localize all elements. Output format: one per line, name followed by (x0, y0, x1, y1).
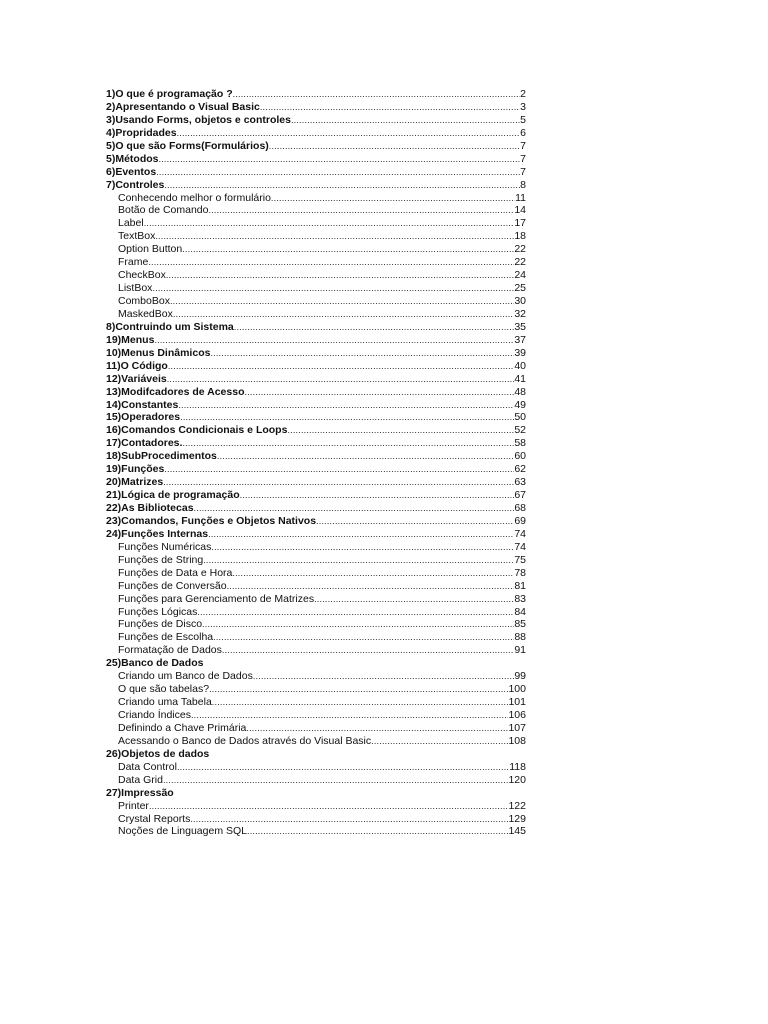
toc-dot-leader (177, 761, 509, 774)
toc-dot-leader (190, 813, 508, 826)
toc-entry-page-number: 24 (514, 269, 526, 282)
toc-entry-title: 16)Comandos Condicionais e Loops (106, 424, 288, 437)
toc-entry-title: Crystal Reports (118, 812, 191, 825)
toc-entry-page-number: 68 (514, 502, 526, 514)
toc-dot-leader (260, 101, 520, 114)
toc-entry-page-number: 69 (514, 514, 526, 527)
toc-entry-page-number: 22 (514, 256, 526, 269)
toc-entry-page-number: 100 (508, 683, 526, 696)
toc-entry-title: Funções de Data e Hora (118, 566, 233, 579)
toc-section-entry (106, 243, 526, 256)
toc-entry-page-number: 101 (508, 696, 526, 709)
toc-section-entry (106, 282, 526, 295)
toc-section-entry (106, 722, 526, 735)
toc-dot-leader (170, 295, 514, 308)
toc-entry-page-number: 63 (514, 476, 526, 489)
toc-entry-page-number: 6 (520, 126, 526, 139)
toc-dot-leader (232, 567, 514, 580)
toc-chapter-entry (106, 334, 526, 347)
toc-chapter-entry (106, 489, 526, 502)
toc-dot-leader (168, 360, 514, 373)
toc-entry-page-number: 7 (520, 165, 526, 178)
toc-entry-page-number: 7 (520, 152, 526, 165)
toc-chapter-entry (106, 437, 526, 450)
toc-chapter-entry (106, 179, 526, 192)
toc-dot-leader (182, 437, 514, 450)
toc-entry-page-number: 83 (514, 592, 526, 605)
toc-section-entry (106, 761, 526, 774)
toc-chapter-entry (106, 153, 526, 166)
toc-dot-leader (159, 153, 521, 166)
toc-chapter-entry (106, 450, 526, 463)
toc-entry-page-number: 145 (508, 825, 526, 838)
toc-entry-page-number: 17 (514, 217, 526, 230)
toc-dot-leader (287, 424, 514, 437)
table-of-contents (106, 88, 526, 838)
toc-chapter-entry (106, 347, 526, 360)
toc-entry-title: TextBox (118, 230, 156, 243)
toc-entry-title: 22)As Bibliotecas (106, 502, 194, 514)
toc-chapter-entry (106, 748, 526, 761)
toc-entry-title: 24)Funções Internas (106, 527, 209, 540)
toc-entry-page-number: 81 (514, 579, 526, 592)
toc-entry-title: Funções Numéricas (118, 540, 212, 553)
toc-dot-leader (180, 411, 514, 424)
toc-entry-title: Frame (118, 256, 149, 269)
toc-dot-leader (371, 735, 508, 748)
toc-chapter-entry (106, 411, 526, 424)
toc-dot-leader (154, 334, 514, 347)
toc-entry-page-number: 50 (514, 411, 526, 424)
toc-section-entry (106, 192, 526, 205)
toc-dot-leader (191, 709, 509, 722)
toc-dot-leader (152, 282, 514, 295)
toc-section-entry (106, 230, 526, 243)
toc-entry-title: Data Control (118, 760, 177, 773)
toc-section-entry (106, 606, 526, 619)
toc-entry-title: Funções para Gerenciamento de Matrizes (118, 592, 315, 605)
toc-entry-title: Data Grid (118, 773, 163, 786)
toc-section-entry (106, 541, 526, 554)
toc-entry-title: Option Button (118, 243, 183, 256)
toc-section-entry (106, 709, 526, 722)
toc-entry-title: ComboBox (118, 295, 170, 307)
toc-entry-title: ListBox (118, 282, 153, 295)
toc-section-entry (106, 800, 526, 813)
toc-entry-title: Funções de Conversão (118, 579, 227, 592)
toc-chapter-entry (106, 127, 526, 140)
toc-entry-page-number: 5 (520, 113, 526, 126)
toc-entry-page-number: 75 (514, 553, 526, 566)
toc-entry-page-number: 84 (514, 605, 526, 618)
toc-entry-page-number: 8 (520, 178, 526, 191)
toc-chapter-entry (106, 476, 526, 489)
toc-chapter-entry (106, 88, 526, 101)
toc-entry-title: 23)Comandos, Funções e Objetos Nativos (106, 514, 317, 527)
toc-section-entry (106, 580, 526, 593)
toc-dot-leader (291, 114, 520, 127)
toc-dot-leader (222, 644, 514, 657)
toc-entry-page-number: 74 (514, 540, 526, 553)
toc-entry-title: 17)Contadores. (106, 437, 183, 450)
toc-dot-leader (148, 256, 514, 269)
toc-entry-title: 5)Métodos (106, 152, 159, 165)
toc-section-entry (106, 644, 526, 657)
toc-entry-title: 3)Usando Forms, objetos e controles (106, 113, 291, 126)
toc-dot-leader (203, 554, 514, 567)
toc-section-entry (106, 308, 526, 321)
toc-section-entry (106, 735, 526, 748)
toc-dot-leader (247, 825, 508, 838)
toc-entry-page-number: 11 (515, 191, 526, 204)
toc-entry-page-number: 99 (514, 670, 526, 683)
toc-dot-leader (234, 321, 515, 334)
toc-section-entry (106, 670, 526, 683)
toc-entry-title: 12)Variáveis (106, 372, 167, 385)
toc-chapter-entry (106, 424, 526, 437)
toc-entry-title: MaskedBox (118, 307, 173, 320)
toc-section-entry (106, 825, 526, 838)
toc-entry-title: 1)O que é programação ? (106, 88, 233, 100)
toc-chapter-entry (106, 399, 526, 412)
toc-dot-leader (316, 515, 514, 528)
toc-entry-title: 20)Matrizes (106, 476, 164, 489)
toc-entry-title: 6)Eventos (106, 165, 157, 178)
toc-dot-leader (271, 192, 515, 205)
toc-dot-leader (246, 722, 508, 735)
toc-entry-title: Printer (118, 799, 149, 812)
toc-dot-leader (173, 308, 514, 321)
toc-entry-page-number: 2 (520, 88, 526, 100)
toc-dot-leader (212, 696, 509, 709)
toc-section-entry (106, 631, 526, 644)
toc-section-entry (106, 774, 526, 787)
toc-entry-page-number: 39 (514, 346, 526, 359)
toc-dot-leader (164, 463, 514, 476)
toc-entry-title: 8)Contruindo um Sistema (106, 320, 234, 333)
toc-entry-title: Funções de Escolha (118, 631, 214, 644)
toc-entry-page-number: 49 (514, 398, 526, 411)
toc-chapter-entry (106, 787, 526, 800)
toc-section-entry (106, 554, 526, 567)
toc-dot-leader (177, 127, 521, 140)
toc-entry-title: 2)Apresentando o Visual Basic (106, 100, 260, 113)
toc-chapter-entry (106, 360, 526, 373)
toc-entry-page-number: 88 (514, 631, 526, 644)
toc-section-entry (106, 567, 526, 580)
toc-entry-page-number: 60 (514, 450, 526, 463)
toc-entry-title: 19)Menus (106, 333, 155, 346)
toc-entry-title: 4)Propridades (106, 126, 177, 139)
toc-entry-title: 21)Lógica de programação (106, 489, 240, 502)
toc-dot-leader (211, 541, 514, 554)
toc-entry-title: Funções de Disco (118, 618, 203, 631)
toc-section-entry (106, 217, 526, 230)
toc-entry-title: 25)Banco de Dados (106, 657, 204, 670)
toc-section-entry (106, 256, 526, 269)
toc-dot-leader (202, 618, 514, 631)
toc-entry-title: Botão de Comando (118, 204, 209, 217)
toc-entry-page-number: 85 (514, 618, 526, 631)
toc-chapter-entry (106, 463, 526, 476)
toc-chapter-entry (106, 502, 526, 515)
toc-dot-leader (163, 774, 509, 787)
toc-entry-page-number: 52 (514, 424, 526, 437)
toc-entry-page-number: 22 (514, 243, 526, 256)
toc-chapter-entry (106, 515, 526, 528)
toc-entry-title: 13)Modifcadores de Acesso (106, 385, 245, 398)
toc-dot-leader (269, 140, 520, 153)
toc-entry-title: Criando Índices (118, 709, 191, 721)
toc-entry-title: Criando uma Tabela (118, 696, 212, 709)
toc-entry-page-number: 129 (508, 812, 526, 825)
toc-entry-page-number: 18 (514, 230, 526, 243)
toc-entry-title: Definindo a Chave Primária (118, 721, 247, 734)
toc-dot-leader (208, 204, 514, 217)
toc-chapter-entry (106, 373, 526, 386)
toc-chapter-entry (106, 101, 526, 114)
toc-section-entry (106, 813, 526, 826)
toc-dot-leader (182, 243, 514, 256)
toc-entry-title: 15)Operadores (106, 411, 181, 424)
toc-dot-leader (194, 502, 515, 515)
toc-dot-leader (166, 269, 514, 282)
toc-entry-page-number: 35 (514, 320, 526, 333)
toc-entry-page-number: 78 (514, 566, 526, 579)
toc-entry-title: O que são tabelas? (118, 683, 210, 696)
toc-entry-title: CheckBox (118, 269, 166, 282)
toc-entry-page-number: 74 (514, 527, 526, 540)
toc-entry-page-number: 122 (508, 799, 526, 812)
toc-dot-leader (164, 179, 520, 192)
toc-entry-page-number: 120 (508, 773, 526, 786)
toc-dot-leader (167, 373, 515, 386)
toc-dot-leader (163, 476, 514, 489)
toc-dot-leader (178, 399, 514, 412)
toc-entry-page-number: 25 (514, 282, 526, 295)
toc-entry-page-number: 14 (514, 204, 526, 217)
toc-chapter-entry (106, 657, 526, 670)
toc-entry-title: Conhecendo melhor o formulário (118, 191, 271, 204)
toc-section-entry (106, 204, 526, 217)
toc-entry-title: 10)Menus Dinâmicos (106, 346, 211, 359)
toc-entry-title: Formatação de Dados (118, 644, 222, 657)
toc-entry-page-number: 108 (508, 734, 526, 747)
toc-section-entry (106, 683, 526, 696)
toc-entry-page-number: 62 (514, 463, 526, 476)
toc-dot-leader (210, 347, 514, 360)
toc-chapter-entry (106, 114, 526, 127)
toc-section-entry (106, 269, 526, 282)
toc-entry-title: 27)Impressão (106, 786, 174, 799)
toc-entry-page-number: 67 (514, 489, 526, 502)
toc-dot-leader (253, 670, 514, 683)
toc-dot-leader (197, 606, 514, 619)
toc-entry-page-number: 32 (514, 307, 526, 320)
toc-entry-page-number: 41 (514, 372, 526, 385)
toc-dot-leader (240, 489, 515, 502)
toc-chapter-entry (106, 140, 526, 153)
toc-section-entry (106, 618, 526, 631)
toc-section-entry (106, 295, 526, 308)
toc-dot-leader (213, 631, 514, 644)
toc-entry-page-number: 58 (514, 437, 526, 450)
toc-entry-title: 14)Constantes (106, 398, 179, 411)
toc-entry-page-number: 91 (514, 644, 526, 657)
toc-dot-leader (149, 800, 509, 813)
toc-entry-page-number: 30 (514, 295, 526, 307)
toc-entry-page-number: 118 (509, 760, 526, 773)
toc-entry-title: 5)O que são Forms(Formulários) (106, 139, 269, 152)
toc-entry-page-number: 3 (520, 100, 526, 113)
toc-entry-title: Label (118, 217, 144, 230)
toc-entry-title: Funções de String (118, 553, 204, 566)
toc-chapter-entry (106, 386, 526, 399)
toc-section-entry (106, 696, 526, 709)
toc-dot-leader (245, 386, 515, 399)
toc-entry-title: Acessando o Banco de Dados através do Visual Basic (118, 734, 372, 747)
toc-dot-leader (156, 166, 520, 179)
toc-entry-page-number: 48 (514, 385, 526, 398)
toc-dot-leader (155, 230, 514, 243)
toc-chapter-entry (106, 166, 526, 179)
toc-dot-leader (208, 528, 514, 541)
toc-dot-leader (144, 217, 515, 230)
toc-dot-leader (314, 593, 514, 606)
toc-entry-page-number: 7 (520, 139, 526, 152)
toc-entry-title: Criando um Banco de Dados (118, 670, 253, 683)
toc-entry-title: 26)Objetos de dados (106, 747, 210, 760)
toc-dot-leader (217, 450, 514, 463)
toc-entry-title: 18)SubProcedimentos (106, 450, 217, 463)
toc-entry-page-number: 37 (514, 333, 526, 346)
toc-entry-page-number: 107 (508, 721, 526, 734)
toc-entry-title: 19)Funções (106, 463, 165, 476)
toc-chapter-entry (106, 528, 526, 541)
toc-dot-leader (209, 683, 508, 696)
toc-entry-title: 11)O Código (106, 359, 168, 372)
toc-entry-title: Funções Lógicas (118, 605, 198, 618)
toc-dot-leader (233, 88, 521, 101)
toc-dot-leader (227, 580, 515, 593)
toc-entry-page-number: 106 (508, 709, 526, 721)
toc-entry-page-number: 40 (514, 359, 526, 372)
toc-section-entry (106, 593, 526, 606)
toc-chapter-entry (106, 321, 526, 334)
toc-entry-title: Noções de Linguagem SQL (118, 825, 247, 838)
toc-entry-title: 7)Controles (106, 178, 165, 191)
